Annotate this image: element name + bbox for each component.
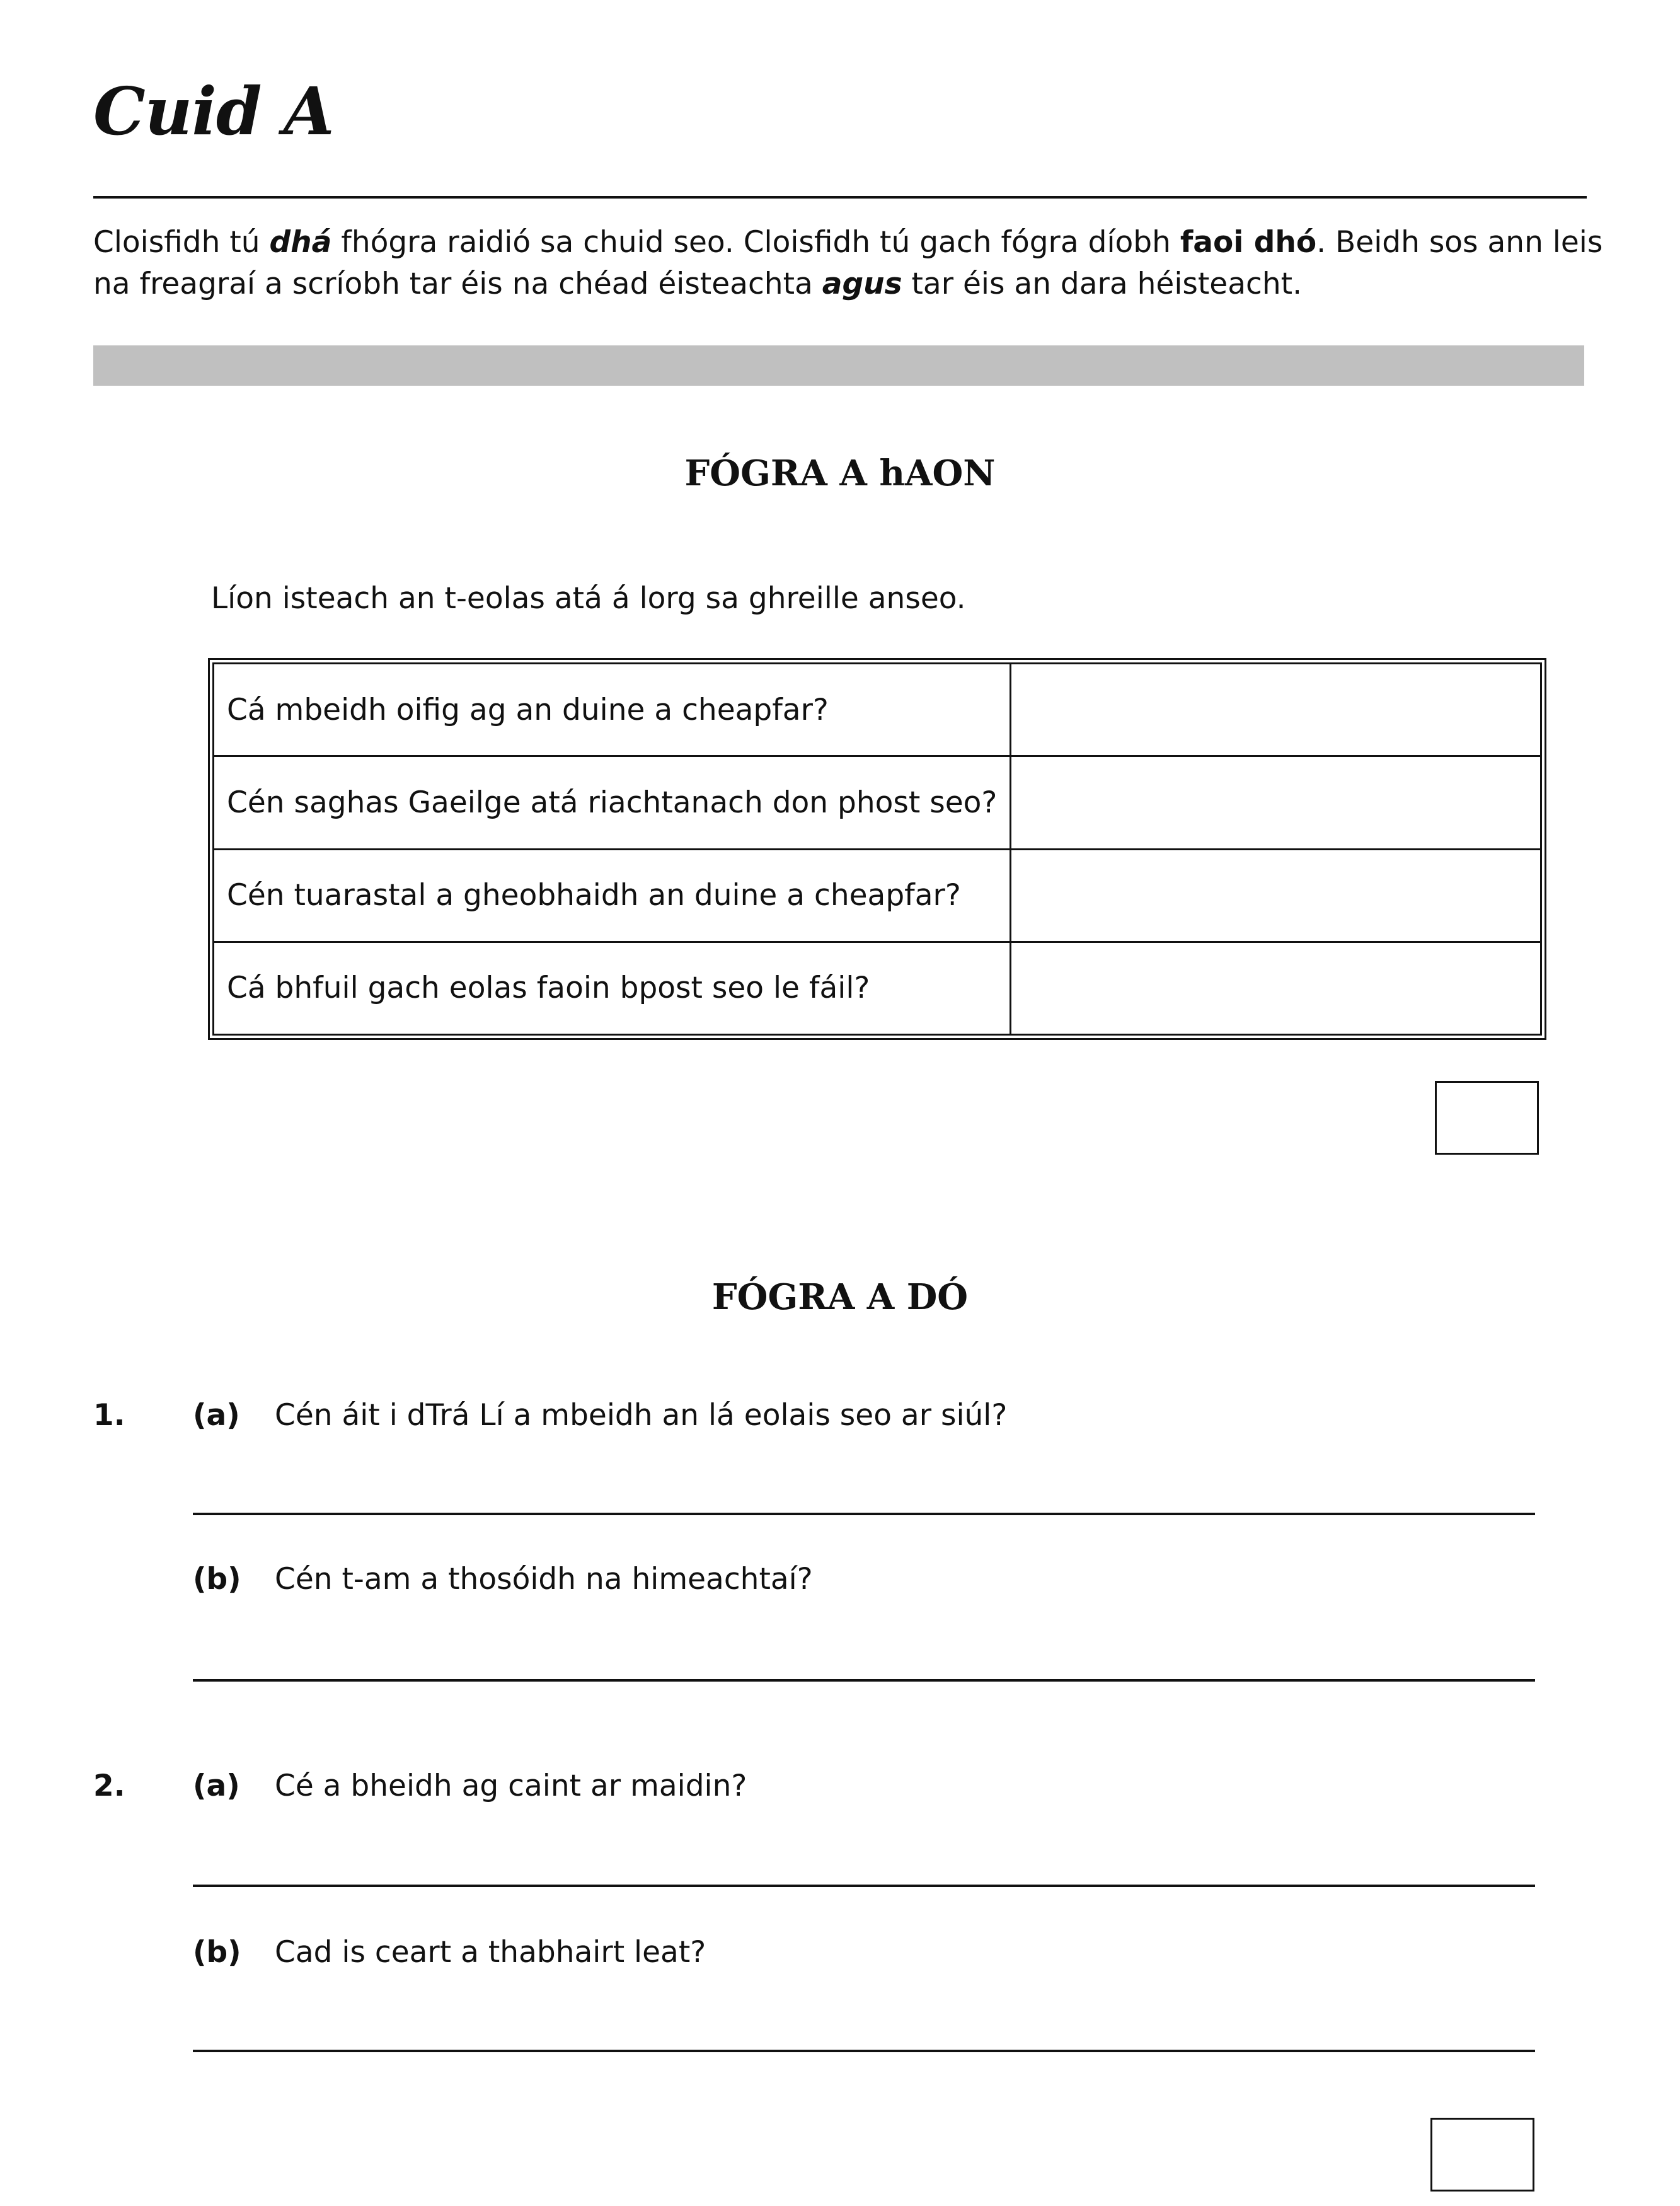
section-heading-fogra-2: FÓGRA A DÓ (711, 1276, 969, 1318)
answer-line[interactable] (193, 2050, 1535, 2052)
page-title: Cuid A (93, 72, 334, 150)
answer-grid (208, 658, 1546, 1040)
question-text: Cad is ceart a thabhairt leat? (275, 1935, 706, 1970)
intro-text: tar éis an dara héisteacht. (902, 267, 1303, 301)
grid-instruction: Líon isteach an t-eolas atá á lorg sa ghreille anseo. (211, 581, 966, 616)
grid-answer-cell[interactable] (1011, 942, 1541, 1034)
question-part-label: (b) (193, 1935, 241, 1970)
intro-emphasis: faoi dhó (1180, 225, 1317, 260)
question-part-label: (b) (193, 1562, 241, 1597)
answer-line[interactable] (193, 1513, 1535, 1515)
grid-row (214, 849, 1541, 942)
grid-row (214, 942, 1541, 1034)
section-separator-bar (93, 345, 1584, 386)
grid-answer-cell[interactable] (1011, 849, 1541, 942)
question-number: 1. (93, 1398, 125, 1433)
mark-box-section-2[interactable] (1430, 2118, 1534, 2192)
grid-row (214, 756, 1541, 849)
intro-paragraph (93, 222, 1603, 305)
intro-emphasis: dhá (269, 225, 332, 260)
intro-text: na freagraí a scríobh tar éis na chéad éisteachta (93, 267, 822, 301)
intro-line-2 (93, 263, 1587, 305)
grid-row (214, 664, 1541, 756)
grid-answer-cell[interactable] (1011, 756, 1541, 849)
intro-line-1 (93, 222, 1603, 263)
question-text: Cé a bheidh ag caint ar maidin? (275, 1769, 747, 1803)
intro-emphasis: agus (822, 267, 902, 301)
question-part-label: (a) (193, 1769, 240, 1803)
question-text: Cén t-am a thosóidh na himeachtaí? (275, 1562, 813, 1597)
intro-text: Cloisfidh tú (93, 225, 270, 260)
mark-box-section-1[interactable] (1435, 1081, 1539, 1155)
grid-question: Cén saghas Gaeilge atá riachtanach don phost seo? (214, 756, 1011, 849)
question-text: Cén áit i dTrá Lí a mbeidh an lá eolais seo ar siúl? (275, 1398, 1008, 1433)
intro-text: fhógra raidió sa chuid seo. Cloisfidh tú gach fógra díobh (331, 225, 1180, 260)
section-heading-fogra-1: FÓGRA A hAON (684, 453, 996, 494)
grid-answer-cell[interactable] (1011, 664, 1541, 756)
grid-question: Cá mbeidh oifig ag an duine a cheapfar? (214, 664, 1011, 756)
title-divider (93, 196, 1587, 199)
question-part-label: (a) (193, 1398, 240, 1433)
grid-question: Cá bhfuil gach eolas faoin bpost seo le fáil? (214, 942, 1011, 1034)
question-number: 2. (93, 1769, 125, 1803)
intro-text: . Beidh sos ann leis (1316, 225, 1603, 260)
answer-line[interactable] (193, 1885, 1535, 1887)
answer-line[interactable] (193, 1679, 1535, 1682)
grid-question: Cén tuarastal a gheobhaidh an duine a cheapfar? (214, 849, 1011, 942)
